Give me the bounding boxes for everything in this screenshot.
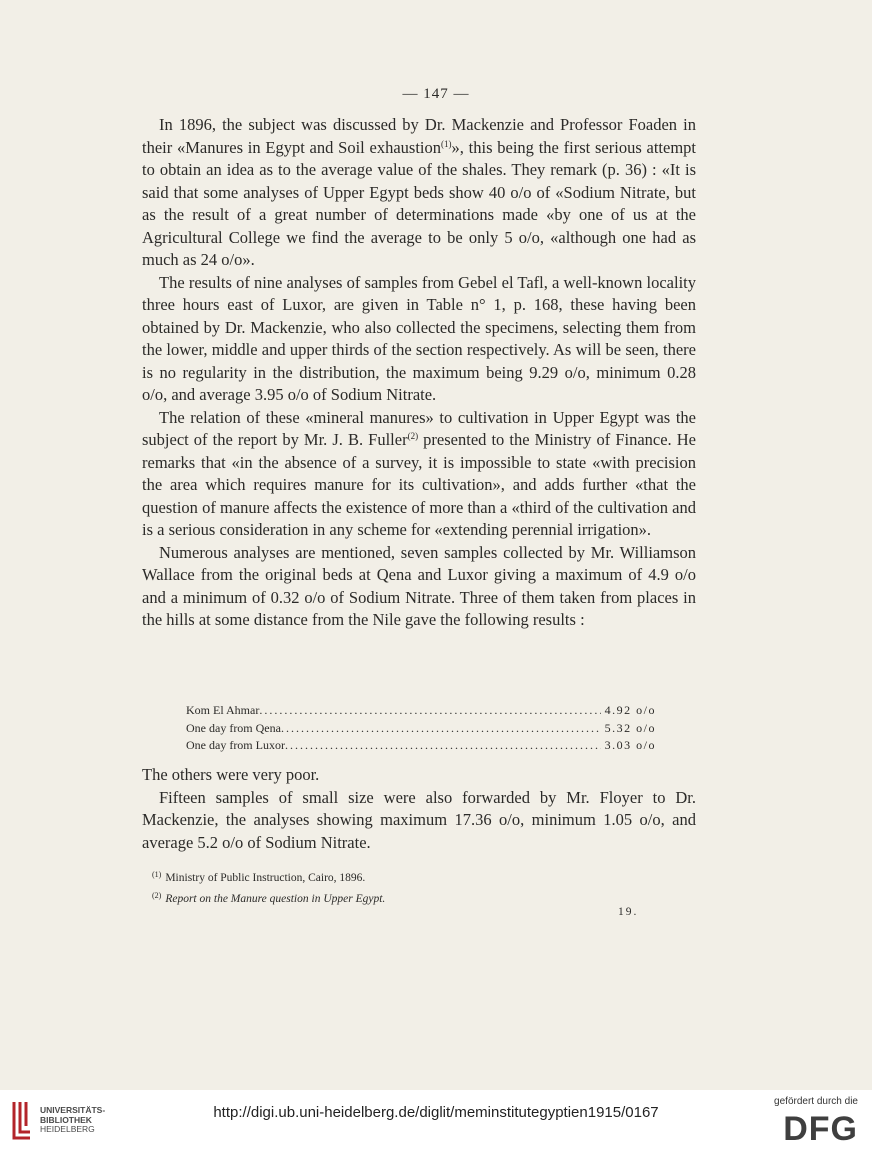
row-label: One day from Qena [186,720,281,735]
source-url-link[interactable]: http://digi.ub.uni-heidelberg.de/diglit/meminstitutegyptien1915/0167 [213,1104,659,1121]
footnote-2 [152,887,672,908]
footnotes [152,866,672,908]
signature-mark: 19. [618,906,639,918]
body-text [142,114,696,632]
results-table [186,702,656,755]
paragraph-3 [142,407,696,542]
leader-dots [285,737,601,755]
funding-caption: gefördert durch die [774,1096,858,1107]
paragraph-1-part-b: », this being the first serious attempt to obtain an idea as to the average value of the shales. They remark (p. 36) : «It is said that some analyses of Upper Egypt beds show 40 o/o of «Sodium Nitrate, but as the result of a great number of determinations made «by one of us at the Agricultural College we find the average to be only 5 o/o, «although one had as much as 24 o/o». [142,137,696,269]
footnote-ref-1: (1) [441,138,452,149]
footnote-text: Report on the Manure question in Upper Egypt. [165,893,386,905]
footnote-ref-2: (2) [407,431,419,441]
footnote-mark: (1) [152,870,162,879]
body-text-lower [142,764,696,854]
row-label: One day from Luxor [186,738,285,752]
paragraph-1 [142,114,696,272]
page-number: — 147 — [402,86,470,102]
footnote-1 [152,866,672,887]
paragraph-3-part-a: The relation of these «mineral manures» to cultivation in Upper Egypt was the subject of the report by Mr. J. B. Fuller [142,407,696,449]
table-row [186,720,656,738]
row-value: 5.32 o/o [604,720,656,735]
library-line-2: BIBLIOTHEK [40,1114,92,1125]
paragraph-6: Fifteen samples of small size were also forwarded by Mr. Floyer to Dr. Mackenzie, the analyses showing maximum 17.36 o/o, minimum 1.05 o/o, and average 5.2 o/o of Sodium Nitrate. [142,787,696,852]
paragraph-3-part-b: presented to the Ministry of Finance. He remarks that «in the absence of a survey, it is impossible to state «with precision the area which requires manure for its cultivation», and adds further «that the question of manure affects the existence of more than a «third of the cultivation and is a serious consideration in any scheme for «extending perennial irrigation». [142,430,696,539]
paragraph-4: Numerous analyses are mentioned, seven samples collected by Mr. Williamson Wallace from the original beds at Qena and Luxor giving a maximum of 4.9 o/o and a minimum of 0.32 o/o of Sodium Nitrate. Three of them taken from places in the hills at some distance from the Nile gave the following results : [142,542,696,629]
paragraph-5: The others were very poor. [142,765,320,784]
footnote-mark: (2) [152,891,162,900]
dfg-logo[interactable]: DFG [783,1110,858,1148]
row-value: 4.92 o/o [604,703,656,717]
table-row [186,737,656,755]
footer-bar [0,1090,872,1154]
row-value: 3.03 o/o [604,738,656,752]
table-row [186,702,656,720]
leader-dots [259,702,600,720]
leader-dots [281,720,601,738]
footnote-text: Ministry of Public Instruction, Cairo, 1896. [165,872,366,884]
row-label: Kom El Ahmar [186,703,260,717]
paragraph-2: The results of nine analyses of samples from Gebel el Tafl, a well-known locality three hours east of Luxor, are given in Table n° 1, p. 168, these having been obtained by Dr. Mackenzie, who also collected the specimens, selecting them from the lower, middle and upper thirds of the section respectively. As will be seen, there is no regularity in the distribution, the maximum being 9.29 o/o, minimum 0.28 o/o, and average 3.95 o/o of Sodium Nitrate. [142,272,696,404]
library-line-3: HEIDELBERG [40,1124,95,1134]
paragraph-1-part-a: In 1896, the subject was discussed by Dr. Mackenzie and Professor Foaden in their «Manures in Egypt and Soil exhaustion [142,115,696,157]
library-line-1: UNIVERSITÄTS- [40,1105,106,1115]
